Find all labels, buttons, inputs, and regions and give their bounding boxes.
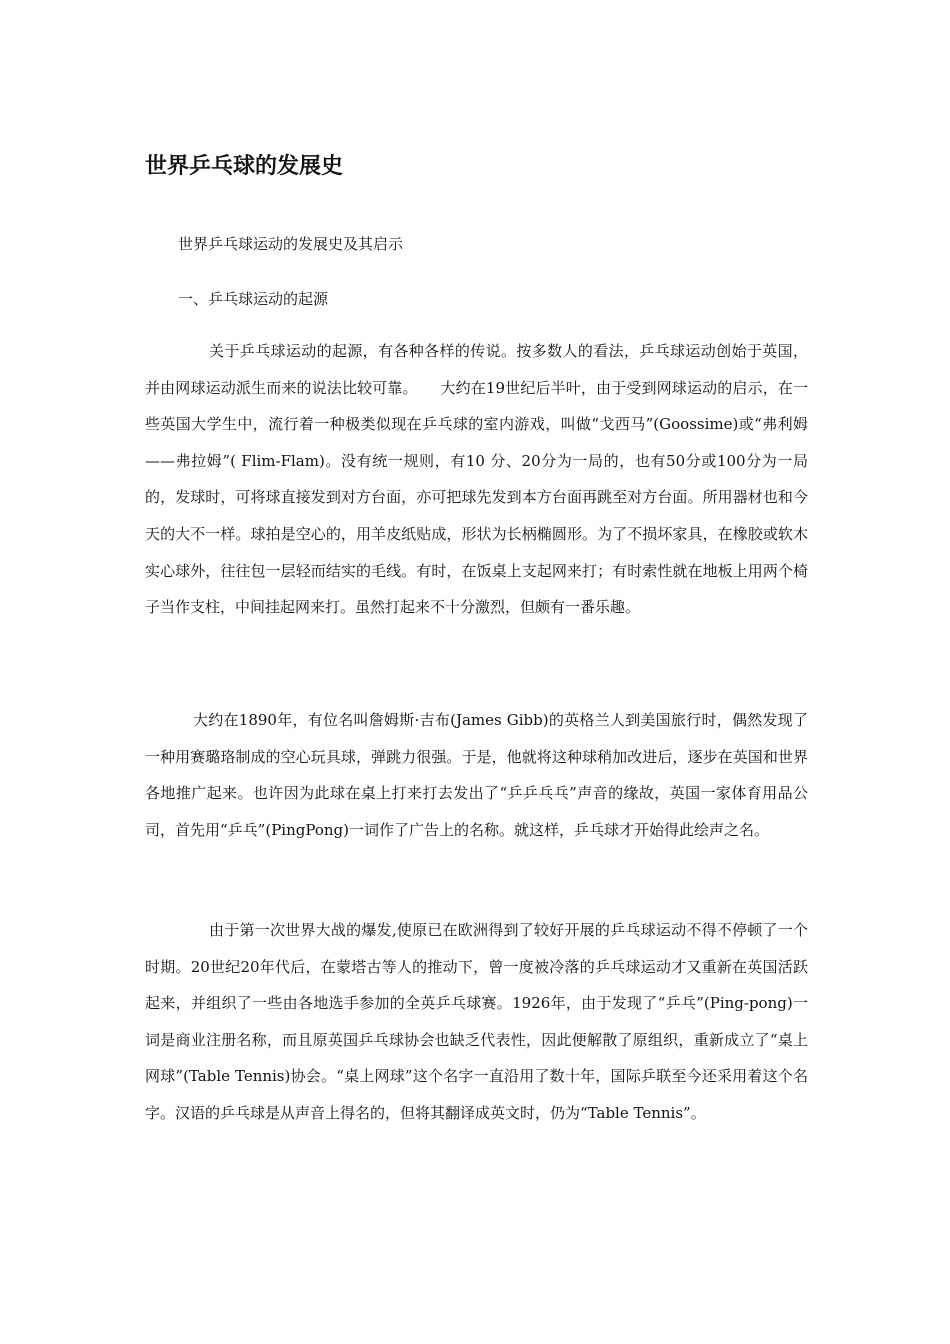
- paragraph-james-gibb: 大约在1890年，有位名叫詹姆斯·吉布(James Gibb)的英格兰人到美国旅行时，偶然发现了一种用赛璐珞制成的空心玩具球，弹跳力很强。于是，他就将这种球稍加改进后，逐步在英国和世界各地推广起来。也许因为此球在桌上打来打去发出了“乒乒乓乓”声音的缘故，英国一家体育用品公司，首先用“乒乓”(PingPong)一词作了广告上的名称。就这样，乒乓球才开始得此绘声之名。: [145, 711, 808, 839]
- page-title: 世界乒乓球的发展史: [145, 154, 344, 179]
- subtitle: 世界乒乓球运动的发展史及其启示: [178, 235, 404, 253]
- paragraph-table-tennis: 由于第一次世界大战的爆发,使原已在欧洲得到了较好开展的乒乓球运动不得不停顿了一个时期。20世纪20年代后，在蒙塔古等人的推动下，曾一度被冷落的乒乓球运动才又重新在英国活跃起来，并组织了一些由各地选手参加的全英乒乓球赛。1926年，由于发现了“乒乓”(Ping-pong)一词是商业注册名称，而且原英国乒乓球协会也缺乏代表性，因此便解散了原组织，重新成立了“桌上网球”(Table Tennis)协会。“桌上网球”这个名字一直沿用了数十年，国际乒联至今还采用着这个名字。汉语的乒乓球是从声音上得名的，但将其翻译成英文时，仍为“Table Tennis”。: [145, 921, 808, 1122]
- section-heading: 一、乒乓球运动的起源: [178, 290, 329, 308]
- paragraph-origin: 关于乒乓球运动的起源，有各种各样的传说。按多数人的看法，乒乓球运动创始于英国，并由网球运动派生而来的说法比较可靠。 大约在19世纪后半叶，由于受到网球运动的启示，在一些英国大学生中，流行着一种极类似现在乒乓球的室内游戏，叫做“戈西马”(Goossime)或“弗利姆——弗拉姆”( Flim-Flam)。没有统一规则，有10 分、20分为一局的，也有50分或100分为一局的，发球时，可将球直接发到对方台面，亦可把球先发到本方台面再跳至对方台面。所用器材也和今天的大不一样。球拍是空心的，用羊皮纸贴成，形状为长柄椭圆形。为了不损坏家具，在橡胶或软木实心球外，往往包一层轻而结实的毛线。有时，在饭桌上支起网来打；有时索性就在地板上用两个椅子当作支柱，中间挂起网来打。虽然打起来不十分激烈，但颇有一番乐趣。: [145, 342, 808, 617]
